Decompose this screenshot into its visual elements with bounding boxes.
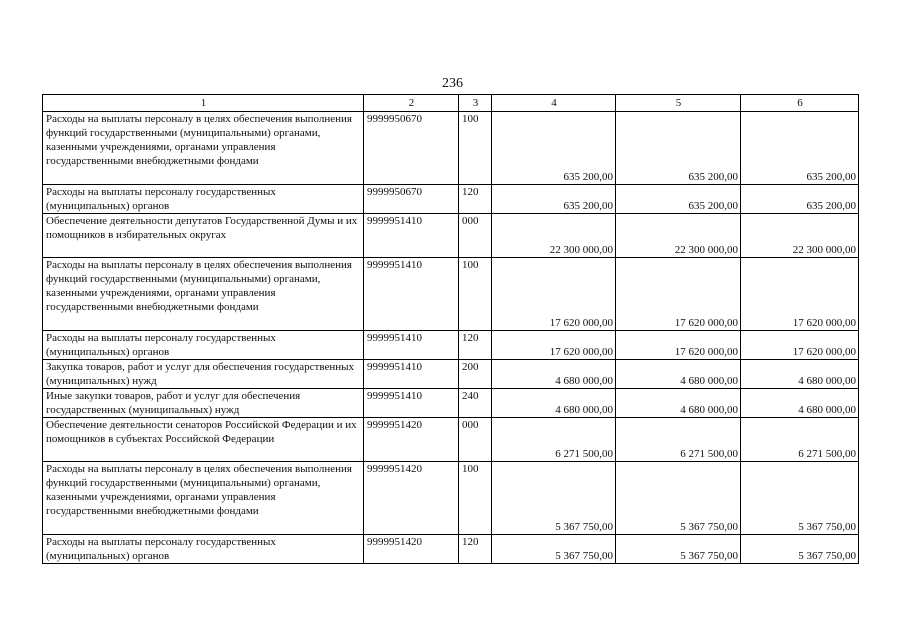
row-amount-year3: 635 200,00 bbox=[741, 185, 859, 214]
row-amount-year3: 17 620 000,00 bbox=[741, 331, 859, 360]
row-amount-year3: 22 300 000,00 bbox=[741, 214, 859, 258]
table-row bbox=[43, 389, 859, 418]
row-expense-type: 120 bbox=[459, 535, 492, 564]
row-amount-year1: 17 620 000,00 bbox=[492, 331, 616, 360]
row-name: Расходы на выплаты персоналу в целях обеспечения выполнения функций государственными (муниципальными) органами, казенными учреждениями, органами управления государственными внебюджетными фондами bbox=[43, 462, 364, 535]
row-target-code: 9999950670 bbox=[364, 112, 459, 185]
table-row bbox=[43, 185, 859, 214]
row-expense-type: 100 bbox=[459, 258, 492, 331]
row-name: Расходы на выплаты персоналу государственных (муниципальных) органов bbox=[43, 535, 364, 564]
row-amount-year1: 635 200,00 bbox=[492, 185, 616, 214]
row-amount-year1: 6 271 500,00 bbox=[492, 418, 616, 462]
row-amount-year2: 4 680 000,00 bbox=[616, 389, 741, 418]
row-expense-type: 000 bbox=[459, 214, 492, 258]
row-name: Обеспечение деятельности депутатов Государственной Думы и их помощников в избирательных округах bbox=[43, 214, 364, 258]
column-header: 3 bbox=[459, 95, 492, 112]
row-expense-type: 240 bbox=[459, 389, 492, 418]
row-amount-year2: 22 300 000,00 bbox=[616, 214, 741, 258]
column-header: 1 bbox=[43, 95, 364, 112]
row-name: Обеспечение деятельности сенаторов Российской Федерации и их помощников в субъектах Российской Федерации bbox=[43, 418, 364, 462]
table-row bbox=[43, 112, 859, 185]
row-amount-year2: 5 367 750,00 bbox=[616, 535, 741, 564]
row-name: Расходы на выплаты персоналу в целях обеспечения выполнения функций государственными (муниципальными) органами, казенными учреждениями, органами управления государственными внебюджетными фондами bbox=[43, 258, 364, 331]
row-name: Закупка товаров, работ и услуг для обеспечения государственных (муниципальных) нужд bbox=[43, 360, 364, 389]
row-target-code: 9999950670 bbox=[364, 185, 459, 214]
row-amount-year2: 17 620 000,00 bbox=[616, 258, 741, 331]
row-name: Расходы на выплаты персоналу в целях обеспечения выполнения функций государственными (муниципальными) органами, казенными учреждениями, органами управления государственными внебюджетными фондами bbox=[43, 112, 364, 185]
table-row bbox=[43, 258, 859, 331]
row-amount-year3: 4 680 000,00 bbox=[741, 389, 859, 418]
row-expense-type: 200 bbox=[459, 360, 492, 389]
row-target-code: 9999951410 bbox=[364, 214, 459, 258]
table-header-row bbox=[43, 95, 859, 112]
row-amount-year3: 635 200,00 bbox=[741, 112, 859, 185]
row-target-code: 9999951420 bbox=[364, 418, 459, 462]
column-header: 2 bbox=[364, 95, 459, 112]
row-amount-year2: 635 200,00 bbox=[616, 112, 741, 185]
budget-table bbox=[42, 94, 859, 564]
row-name: Расходы на выплаты персоналу государственных (муниципальных) органов bbox=[43, 331, 364, 360]
row-target-code: 9999951410 bbox=[364, 331, 459, 360]
row-target-code: 9999951410 bbox=[364, 360, 459, 389]
page-number: 236 bbox=[442, 76, 463, 91]
row-amount-year2: 6 271 500,00 bbox=[616, 418, 741, 462]
row-amount-year3: 17 620 000,00 bbox=[741, 258, 859, 331]
row-amount-year3: 5 367 750,00 bbox=[741, 535, 859, 564]
row-target-code: 9999951410 bbox=[364, 389, 459, 418]
row-amount-year2: 635 200,00 bbox=[616, 185, 741, 214]
row-amount-year1: 5 367 750,00 bbox=[492, 535, 616, 564]
row-amount-year1: 5 367 750,00 bbox=[492, 462, 616, 535]
row-target-code: 9999951420 bbox=[364, 535, 459, 564]
row-expense-type: 100 bbox=[459, 462, 492, 535]
row-amount-year2: 4 680 000,00 bbox=[616, 360, 741, 389]
row-amount-year2: 5 367 750,00 bbox=[616, 462, 741, 535]
row-name: Расходы на выплаты персоналу государственных (муниципальных) органов bbox=[43, 185, 364, 214]
table-row bbox=[43, 214, 859, 258]
row-expense-type: 120 bbox=[459, 185, 492, 214]
row-amount-year1: 4 680 000,00 bbox=[492, 360, 616, 389]
table-row bbox=[43, 418, 859, 462]
row-amount-year1: 635 200,00 bbox=[492, 112, 616, 185]
row-amount-year1: 4 680 000,00 bbox=[492, 389, 616, 418]
column-header: 5 bbox=[616, 95, 741, 112]
row-amount-year3: 5 367 750,00 bbox=[741, 462, 859, 535]
table-row bbox=[43, 360, 859, 389]
row-target-code: 9999951420 bbox=[364, 462, 459, 535]
table-row bbox=[43, 331, 859, 360]
table-row bbox=[43, 462, 859, 535]
row-expense-type: 000 bbox=[459, 418, 492, 462]
row-expense-type: 120 bbox=[459, 331, 492, 360]
column-header: 4 bbox=[492, 95, 616, 112]
row-amount-year3: 6 271 500,00 bbox=[741, 418, 859, 462]
row-name: Иные закупки товаров, работ и услуг для обеспечения государственных (муниципальных) нужд bbox=[43, 389, 364, 418]
row-target-code: 9999951410 bbox=[364, 258, 459, 331]
row-amount-year1: 17 620 000,00 bbox=[492, 258, 616, 331]
table-body bbox=[43, 95, 859, 564]
row-expense-type: 100 bbox=[459, 112, 492, 185]
column-header: 6 bbox=[741, 95, 859, 112]
table-row bbox=[43, 535, 859, 564]
row-amount-year3: 4 680 000,00 bbox=[741, 360, 859, 389]
row-amount-year2: 17 620 000,00 bbox=[616, 331, 741, 360]
row-amount-year1: 22 300 000,00 bbox=[492, 214, 616, 258]
